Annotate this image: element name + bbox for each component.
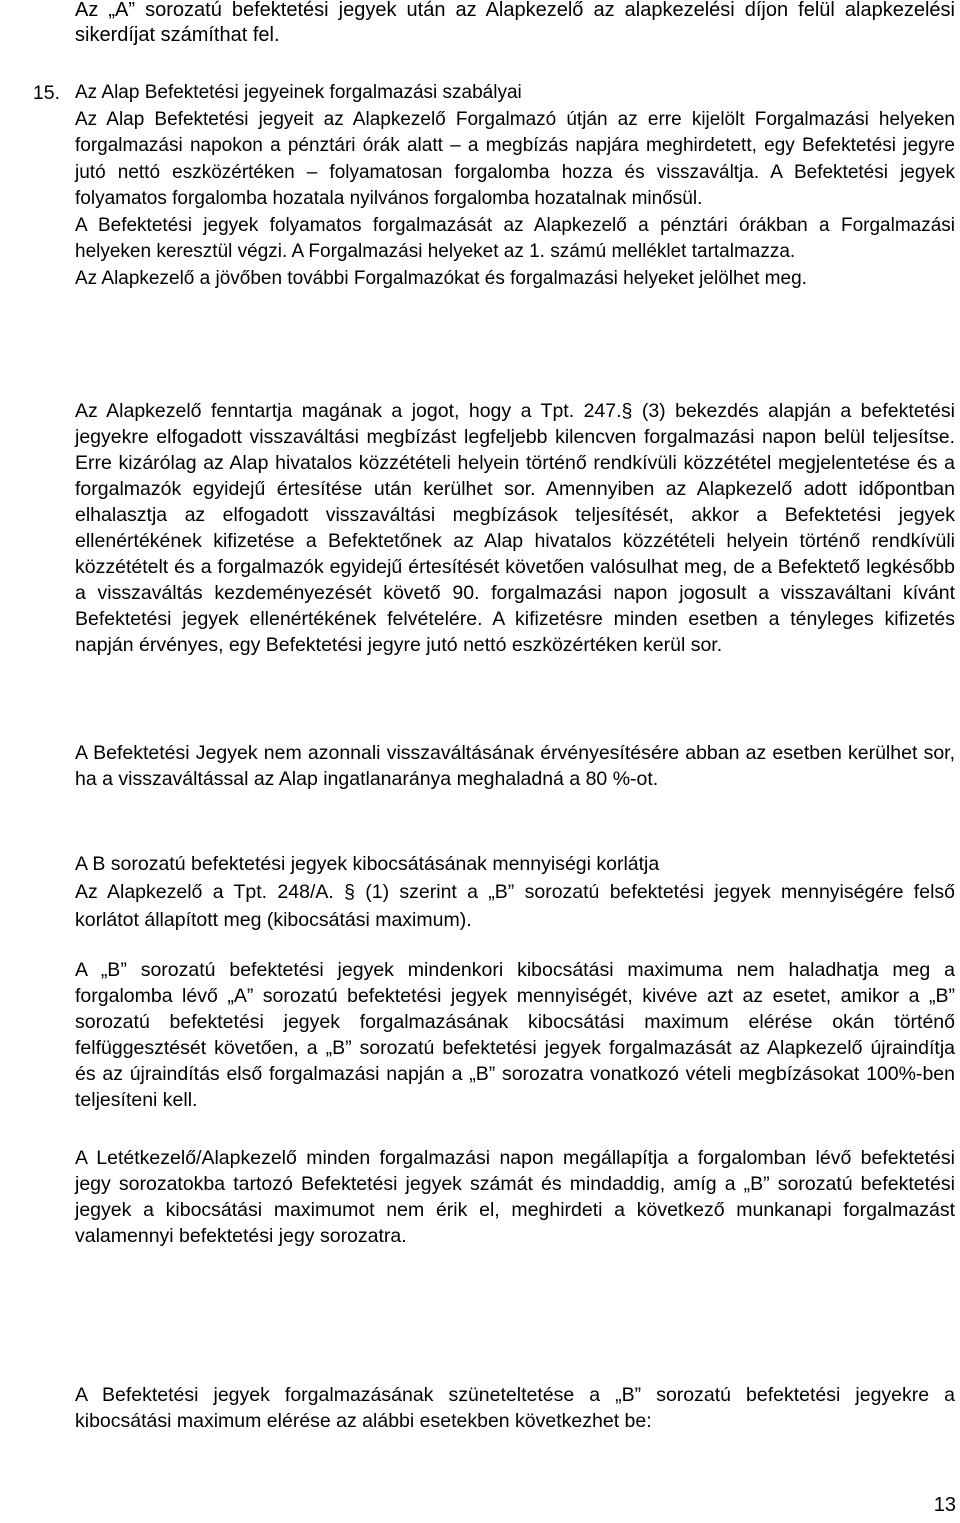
intro-paragraph: Az „A” sorozatú befektetési jegyek után az Alapkezelő az alapkezelési díjon felül alapkezelési sikerdíjat számíthat fel. (75, 0, 955, 46)
redemption-paragraph: Az Alapkezelő fenntartja magának a jogot, hogy a Tpt. 247.§ (3) bekezdés alapján a befektetési jegyekre elfogadott visszaváltási megbízást legfeljebb kilencven forgalmazási napon belül teljesítse. Erre kizárólag az Alap hivatalos közzétételi helyein történő rendkívüli közzététel megjelentetése és a forgalmazók egyidejű értesítése után kerülhet sor. Amennyiben az Alapkezelő adott időpontban elhalasztja az elfogadott visszaváltási megbízások teljesítését, akkor a Befektetési jegyek ellenértékének kifizetése a Befektetőnek az Alap hivatalos közzétételi helyein történő rendkívüli közzétételt és a forgalmazók egyidejű értesítését követően valósulhat meg, de a Befektető legkésőbb a visszaváltás kezdeményezését követő 90. forgalmazási napon jogosult a visszaváltani kívánt Befektetési jegyek ellenértékének felvételére. A kifizetésre minden esetben a tényleges kifizetés napján érvényes, egy Befektetési jegyre jutó nettó eszközértéken kerül sor. (75, 400, 955, 656)
page-number: 13 (933, 1494, 956, 1516)
section-title: Az Alap Befektetési jegyeinek forgalmazási szabályai (75, 82, 522, 103)
section-15 (75, 80, 955, 292)
b-series-text: Az Alapkezelő a Tpt. 248/A. § (1) szerint a „B” sorozatú befektetési jegyek mennyiségére felső korlátot állapított meg (kibocsátási maximum). (75, 881, 955, 931)
b-series-max-paragraph: A „B” sorozatú befektetési jegyek mindenkori kibocsátási maximuma nem haladhatja meg a forgalomba lévő „A” sorozatú befektetési jegyek mennyiségét, kivéve azt az esetet, amikor a „B” sorozatú befektetési jegyek forgalmazásának kibocsátási maximum elérése okán történő felfüggesztését követően, a „B” sorozatú befektetési jegyek forgalmazását az Alapkezelő újraindítja és az újraindítás első forgalmazási napján a „B” sorozatra vonatkozó vételi megbízásokat 100%-ben teljesíteni kell. (75, 959, 955, 1111)
section-paragraph-3: Az Alapkezelő a jövőben további Forgalmazókat és forgalmazási helyeket jelölhet meg. (75, 267, 807, 289)
section-paragraph-1: Az Alap Befektetési jegyeit az Alapkezelő Forgalmazó útján az erre kijelölt Forgalmazási helyeken forgalmazási napokon a pénztári órák alatt – a megbízás napjára meghirdetett, egy Befektetési jegyre jutó nettó eszközértéken – folyamatosan forgalomba hozza és visszaváltja. A Befektetési jegyek folyamatos forgalomba hozatala nyilvános forgalomba hozatalnak minősül. (75, 108, 955, 209)
b-series-limit (75, 850, 955, 934)
section-paragraph-2: A Befektetési jegyek folyamatos forgalmazását az Alapkezelő a pénztári órákban a Forgalmazási helyeken keresztül végzi. A Forgalmazási helyeket az 1. számú melléklet tartalmazza. (75, 214, 955, 262)
section-number: 15. (32, 82, 60, 104)
b-series-title: A B sorozatú befektetési jegyek kibocsátásának mennyiségi korlátja (75, 853, 660, 875)
suspension-paragraph: A Befektetési jegyek forgalmazásának szüneteltetése a „B” sorozatú befektetési jegyekre a kibocsátási maximum elérése az alábbi esetekben következhet be: (75, 1384, 955, 1432)
custodian-paragraph: A Letétkezelő/Alapkezelő minden forgalmazási napon megállapítja a forgalomban lévő befektetési jegy sorozatokba tartozó Befektetési jegyek számát és mindaddig, amíg a „B” sorozatú befektetési jegyek a kibocsátási maximumot nem érik el, meghirdeti a következő munkanapi forgalmazást valamennyi befektetési jegy sorozatra. (75, 1147, 955, 1247)
non-immediate-paragraph: A Befektetési Jegyek nem azonnali visszaváltásának érvényesítésére abban az esetben kerülhet sor, ha a visszaváltással az Alap ingatlanaránya meghaladná a 80 %-ot. (75, 742, 955, 790)
